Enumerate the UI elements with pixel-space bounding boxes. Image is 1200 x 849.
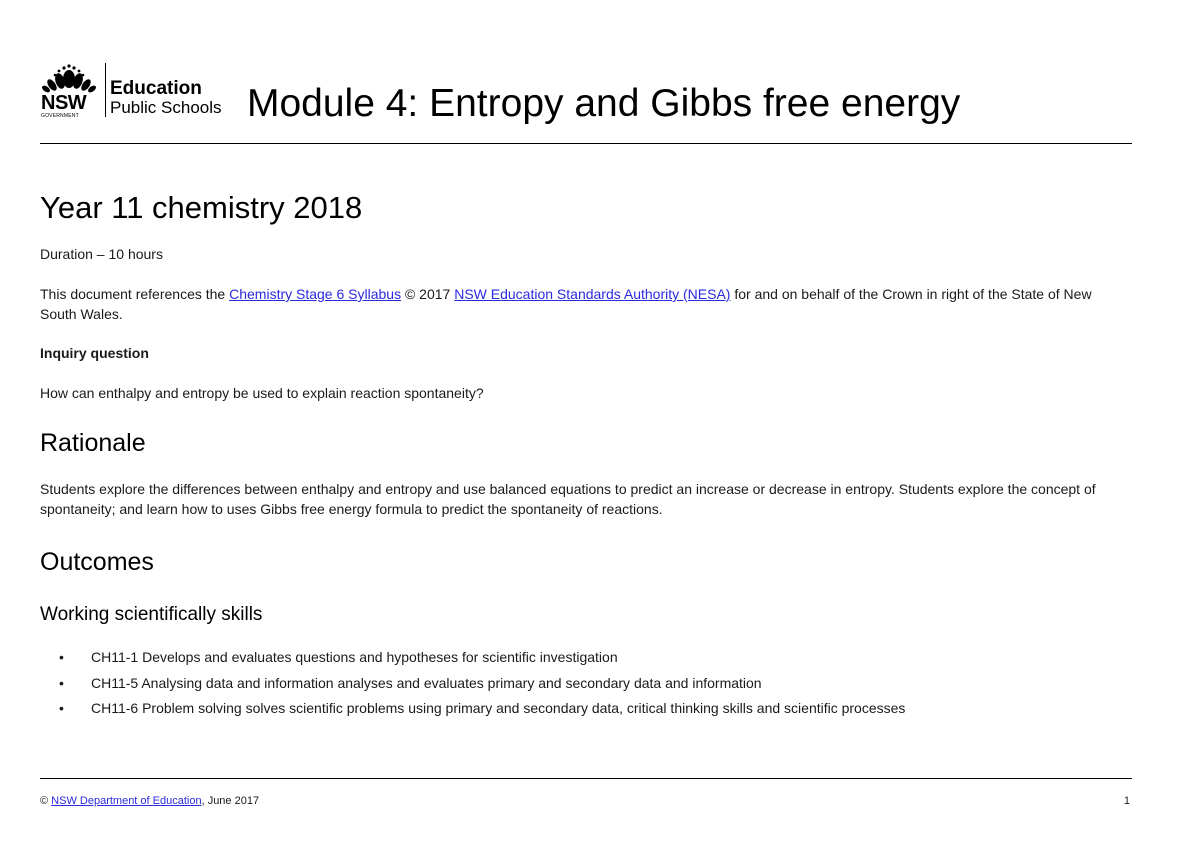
list-item	[40, 696, 1132, 722]
page-heading: Year 11 chemistry 2018	[40, 190, 363, 225]
logo-government-text: GOVERNMENT	[41, 113, 79, 119]
footer-copyright: ©	[40, 795, 52, 807]
logo-public-schools-text: Public Schools	[110, 98, 222, 117]
outcome-text: CH11-6 Problem solving solves scientific problems using primary and secondary data, critical thinking skills and scientific processes	[91, 700, 906, 716]
bullet-icon: •	[59, 700, 64, 716]
skills-heading: Working scientifically skills	[40, 604, 263, 625]
nesa-link[interactable]: NSW Education Standards Authority (NESA)	[454, 286, 731, 302]
rationale-heading: Rationale	[40, 429, 146, 457]
inquiry-question-text: How can enthalpy and entropy be used to explain reaction spontaneity?	[40, 385, 484, 401]
logo-divider	[105, 63, 106, 117]
department-link[interactable]: NSW Department of Education	[51, 795, 202, 807]
list-item	[40, 671, 1132, 697]
outcome-text: CH11-5 Analysing data and information analyses and evaluates primary and secondary data and information	[91, 674, 762, 691]
page-number: 1	[1123, 795, 1130, 807]
page-header	[40, 55, 1132, 144]
header-divider	[40, 143, 1132, 144]
bullet-icon: •	[59, 649, 64, 665]
document-title: Module 4: Entropy and Gibbs free energy	[247, 82, 961, 125]
footer-date: , June 2017	[201, 795, 260, 807]
footer-divider	[40, 778, 1132, 779]
reference-paragraph	[40, 284, 1132, 324]
reference-prefix: This document references the	[40, 286, 230, 302]
duration-text: Duration – 10 hours	[40, 246, 163, 262]
outcomes-heading: Outcomes	[40, 548, 154, 576]
inquiry-question-label: Inquiry question	[40, 345, 149, 361]
syllabus-link[interactable]: Chemistry Stage 6 Syllabus	[229, 286, 402, 302]
rationale-text: Students explore the differences between enthalpy and entropy and use balanced equations to predict an increase or decrease in entropy. Students explore the concept of spontaneity; and learn how to uses Gibbs free energy formula to predict the spontaneity of reactions.	[40, 481, 1096, 517]
logo-education-text: Education	[110, 78, 202, 99]
page-footer	[40, 794, 1132, 808]
bullet-icon: •	[59, 674, 64, 691]
outcome-text: CH11-1 Develops and evaluates questions and hypotheses for scientific investigation	[91, 649, 618, 665]
logo-nsw-text: NSW	[41, 92, 87, 114]
list-item	[40, 645, 1132, 671]
outcomes-list	[40, 645, 1132, 722]
reference-suffix: for and on behalf of the Crown in right of the State of New South Wales.	[40, 286, 1092, 322]
nsw-education-logo	[40, 57, 240, 121]
reference-middle: © 2017	[401, 286, 455, 302]
